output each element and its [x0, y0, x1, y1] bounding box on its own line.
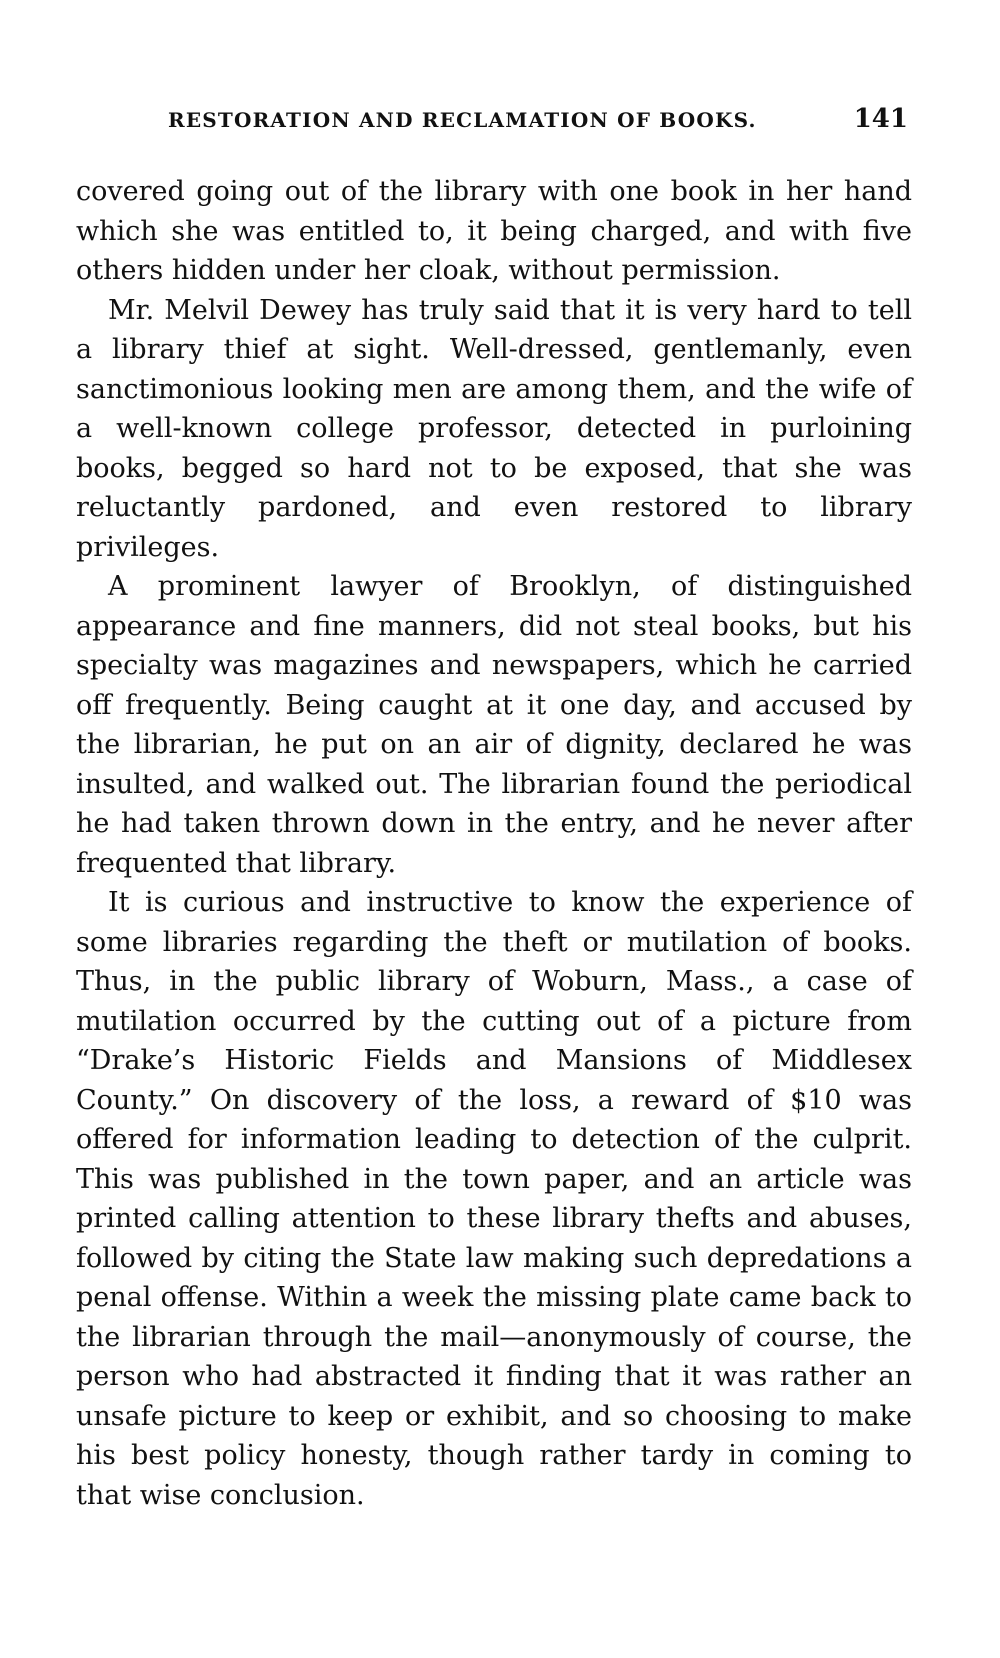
running-title: RESTORATION AND RECLAMATION OF BOOKS. — [168, 108, 757, 132]
paragraph-dewey: Mr. Melvil Dewey has truly said that it is very hard to tell a library thief at sight. Well-dressed, gentlemanly, even sanctimonious looking men are among them, and the wife of a well-known college professor, detected in purloining books, begged so hard not to be exposed, that she was reluctantly pardoned, and even restored to library privileges. — [76, 294, 912, 563]
page-number: 141 — [853, 104, 908, 134]
running-header — [168, 104, 908, 140]
paragraph-continuation: covered going out of the library with one book in her hand which she was entitled to, it being charged, and with five others hidden under her cloak, without permission. — [76, 176, 912, 286]
paragraph-brooklyn-lawyer: A prominent lawyer of Brooklyn, of distinguished appearance and fine manners, did not steal books, but his specialty was magazines and newspapers, which he carried off frequently. Being caught at it one day, and accused by the librarian, he put on an air of dignity, declared he was insulted, and walked out. The librarian found the periodical he had taken thrown down in the entry, and he never after frequented that library. — [76, 571, 912, 879]
body-text — [76, 172, 912, 1515]
paragraph-woburn: It is curious and instructive to know the experience of some libraries regarding the theft or mutilation of books. Thus, in the public library of Woburn, Mass., a case of mutilation occurred by the cutting out of a picture from “Drake’s Historic Fields and Mansions of Middlesex County.” On discovery of the loss, a reward of $10 was offered for information leading to detection of the culprit. This was published in the town paper, and an article was printed calling attention to these library thefts and abuses, followed by citing the State law making such depredations a penal offense. Within a week the missing plate came back to the librarian through the mail—anonymously of course, the person who had abstracted it finding that it was rather an unsafe picture to keep or exhibit, and so choosing to make his best policy honesty, though rather tardy in coming to that wise conclusion. — [76, 887, 912, 1511]
